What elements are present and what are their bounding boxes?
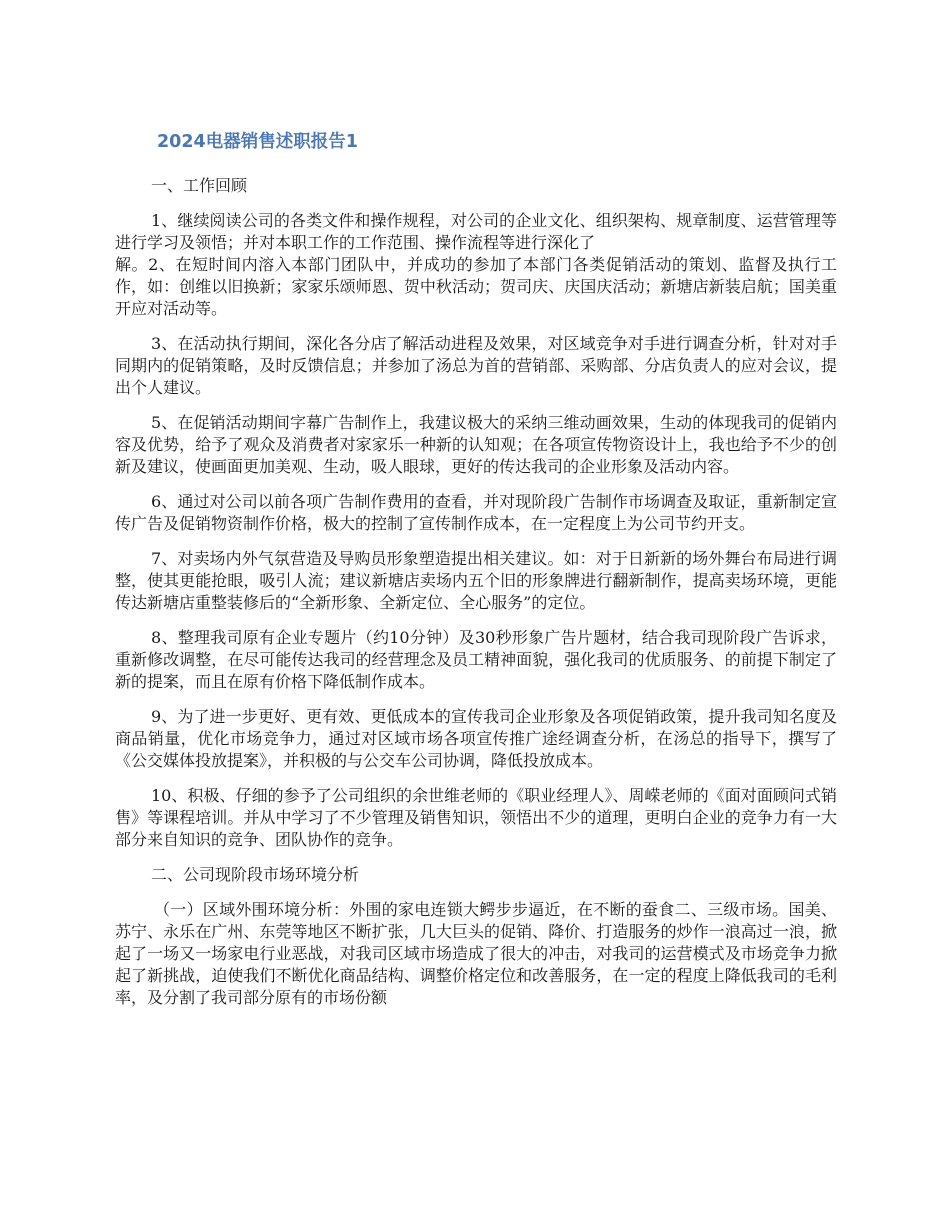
paragraph: （一）区域外围环境分析：外围的家电连锁大鳄步步逼近，在不断的蚕食二、三级市场。国美、苏宁、永乐在广州、东莞等地区不断扩张，几大巨头的促销、降价、打造服务的炒作一浪高过一浪，掀起了一场又一场家电行业恶战，对我司区域市场造成了很大的冲击，对我司的运营模式及市场竞争力掀起了新挑战，迫使我们不断优化商品结构、调整价格定位和改善服务，在一定的程度上降低我司的毛利率，及分割了我司部分原有的市场份额	[115, 900, 837, 1007]
paragraph: 3、在活动执行期间，深化各分店了解活动进程及效果，对区域竞争对手进行调查分析，针对对手同期内的促销策略，及时反馈信息；并参加了汤总为首的营销部、采购部、分店负责人的应对会议，提出个人建议。	[115, 334, 837, 397]
paragraph: 5、在促销活动期间字幕广告制作上，我建议极大的采纳三维动画效果，生动的体现我司的促销内容及优势，给予了观众及消费者对家家乐一种新的认知观；在各项宣传物资设计上，我也给予不少的创新及建议，使画面更加美观、生动，吸人眼球，更好的传达我司的企业形象及活动内容。	[115, 413, 837, 476]
paragraph: 1、继续阅读公司的各类文件和操作规程，对公司的企业文化、组织架构、规章制度、运营管理等进行学习及领悟；并对本职工作的工作范围、操作流程等进行深化了	[115, 211, 837, 252]
paragraph: 10、积极、仔细的参予了公司组织的余世维老师的《职业经理人》、周嵘老师的《面对面顾问式销售》等课程培训。并从中学习了不少管理及销售知识，领悟出不少的道理，更明白企业的竞争力有一大部分来自知识的竞争、团队协作的竞争。	[115, 786, 837, 849]
paragraph: 解。2、在短时间内溶入本部门团队中，并成功的参加了本部门各类促销活动的策划、监督及执行工作，如：创维以旧换新；家家乐颂师恩、贺中秋活动；贺司庆、庆国庆活动；新塘店新装启航；国美重开应对活动等。	[115, 255, 837, 318]
section-heading-market-analysis: 二、公司现阶段市场环境分析	[151, 865, 360, 884]
section-heading-work-review: 一、工作回顾	[151, 176, 248, 195]
paragraph: 7、对卖场内外气氛营造及导购员形象塑造提出相关建议。如：对于日新新的场外舞台布局进行调整，使其更能抢眼，吸引人流；建议新塘店卖场内五个旧的形象牌进行翻新制作，提高卖场环境，更能传达新塘店重整装修后的“全新形象、全新定位、全心服务”的定位。	[115, 549, 837, 612]
paragraph: 9、为了进一步更好、更有效、更低成本的宣传我司企业形象及各项促销政策，提升我司知名度及商品销量，优化市场竞争力，通过对区域市场各项宣传推广途经调查分析，在汤总的指导下，撰写了《公交媒体投放提案》，并积极的与公交车公司协调，降低投放成本。	[115, 707, 837, 770]
paragraph: 6、通过对公司以前各项广告制作费用的查看，并对现阶段广告制作市场调查及取证，重新制定宣传广告及促销物资制作价格，极大的控制了宣传制作成本，在一定程度上为公司节约开支。	[115, 492, 837, 533]
document-title: 2024电器销售述职报告1	[157, 132, 358, 152]
paragraph: 8、整理我司原有企业专题片（约10分钟）及30秒形象广告片题材，结合我司现阶段广告诉求，重新修改调整，在尽可能传达我司的经营理念及员工精神面貌，强化我司的优质服务、的前提下制定了新的提案，而且在原有价格下降低制作成本。	[115, 628, 837, 691]
